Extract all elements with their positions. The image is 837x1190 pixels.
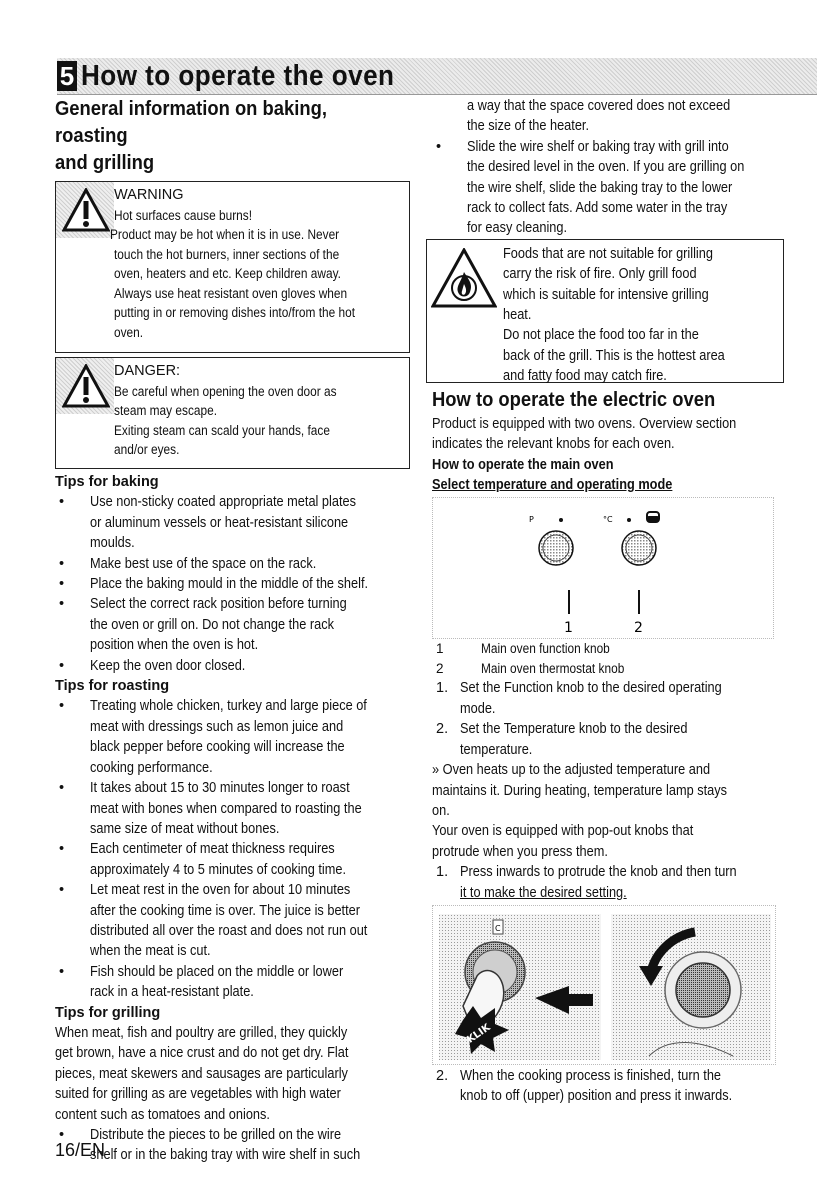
section-title: How to operate the oven	[81, 60, 395, 92]
klik-label: KLIK	[465, 1022, 493, 1046]
main-oven-subheading: How to operate the main oven	[432, 456, 614, 473]
tips-baking-title: Tips for baking	[55, 474, 159, 490]
list-item: • Slide the wire shelf or baking tray with grill into the desired level in the oven. If you are grilling on the wire shelf, slide the baking tray to the lower rack to collect fats. Add some water in the tray for easy cleaning.	[432, 137, 784, 239]
list-item: • Make best use of the space on the rack.	[55, 554, 410, 574]
result-text: » Oven heats up to the adjusted temperature and maintains it. During heating, temperature lamp stays on.	[432, 762, 728, 819]
final-step-list	[432, 1066, 784, 1107]
tips-baking-list	[55, 492, 410, 676]
list-item: • Use non-sticky coated appropriate metal plates or aluminum vessels or heat-resistant silicone moulds.	[55, 492, 410, 553]
tips-roasting-list	[55, 696, 410, 1002]
popout-text: Your oven is equipped with pop-out knobs that protrude when you press them.	[432, 823, 694, 860]
list-item: • Each centimeter of meat thickness requires approximately 4 to 5 minutes of cooking time.	[55, 839, 410, 880]
grilling-list	[55, 1125, 410, 1166]
page-footer: 16/EN	[55, 1140, 106, 1160]
popout-knob-figure	[432, 905, 776, 1065]
section-banner	[57, 58, 817, 95]
grilling-paragraph: When meat, fish and poultry are grilled, they quickly get brown, have a nice crust and do not get dry. Flat pieces, meat skewers and sausages are particularly suited for grilling as are vegetables with high water content such as tomatoes and onions.	[55, 1024, 349, 1123]
danger-title: DANGER:	[114, 363, 181, 379]
danger-box: DANGER: Be careful when opening the oven door as steam may escape. Exiting steam can scald your hands, face and/or eyes.	[55, 357, 410, 469]
fig-label-p: P	[529, 515, 534, 525]
right-knob	[676, 963, 730, 1017]
step-item: 1. Press inwards to protrude the knob and then turn it to make the desired setting.	[436, 864, 737, 901]
left-column	[55, 96, 410, 1166]
list-item: • It takes about 15 to 30 minutes longer to roast meat with bones when compared to roasting the same size of meat without bones.	[55, 778, 410, 839]
step-item: 2. Set the Temperature knob to the desired temperature.	[436, 721, 688, 758]
figure-legend	[432, 639, 784, 678]
list-item: • Place the baking mould in the middle of the shelf.	[55, 574, 410, 594]
tips-roasting-title: Tips for roasting	[55, 678, 170, 695]
legend-item: 1 Main oven function knob	[436, 641, 610, 657]
list-item: • Keep the oven door closed.	[55, 656, 410, 676]
knobs-figure	[432, 497, 774, 639]
fig-num-2: 2	[634, 620, 643, 637]
list-item: • Let meat rest in the oven for about 10 minutes after the cooking time is over. The juice is better distributed all over the roast and does not run out when the meat is cut.	[55, 880, 410, 962]
list-item: • Treating whole chicken, turkey and large piece of meat with dressings such as lemon juice and black pepper before cooking will increase the cooking performance.	[55, 696, 410, 778]
general-heading: General information on baking, roasting and grilling	[55, 98, 327, 174]
warning-icon	[62, 188, 110, 232]
steps-list	[432, 678, 784, 760]
warning-title: WARNING	[114, 187, 184, 203]
slide-list	[432, 137, 784, 239]
fig2-label-c: C	[495, 923, 501, 933]
fig-label-c: °C	[603, 515, 613, 525]
list-item: • Distribute the pieces to be grilled on the wire shelf or in the baking tray with wire shelf in such	[55, 1125, 410, 1166]
danger-icon	[62, 364, 110, 408]
popout-knob-illustration	[433, 906, 775, 1064]
continued-text: a way that the space covered does not exceed the size of the heater.	[467, 98, 731, 135]
knobs-diagram	[433, 498, 773, 638]
tips-grilling-title: Tips for grilling	[55, 1004, 161, 1021]
warning-box: WARNING Hot surfaces cause burns! Product may be hot when it is in use. Never touch the hot burners, inner sections of the oven, heaters and etc. Keep children away. Always use heat resistant oven gloves when putting in or removing dishes into/from the hot oven.	[55, 181, 410, 353]
list-item: • Select the correct rack position before turning the oven or grill on. Do not change the rack position when the oven is hot.	[55, 594, 410, 655]
step-item: 1. Set the Function knob to the desired operating mode.	[436, 680, 722, 717]
temperature-subheading: Select temperature and operating mode	[432, 477, 673, 494]
step-item: 2. When the cooking process is finished, turn the knob to off (upper) position and press it inwards.	[436, 1067, 733, 1105]
fire-hazard-icon	[431, 248, 497, 308]
press-step-list	[432, 862, 784, 903]
list-item: • Fish should be placed on the middle or lower rack in a heat-resistant plate.	[55, 962, 410, 1003]
section-number: 5	[57, 61, 77, 91]
legend-item: 2 Main oven thermostat knob	[436, 660, 625, 676]
right-column	[432, 96, 784, 1107]
fire-warning-box: Foods that are not suitable for grilling carry the risk of fire. Only grill food which is suitable for intensive grilling heat. Do not place the food too far in the back of the grill. This is the hottest area and fatty food may catch fire.	[426, 239, 784, 383]
electric-oven-heading: How to operate the electric oven	[432, 388, 716, 411]
fig-num-1: 1	[564, 620, 573, 637]
intro-text: Product is equipped with two ovens. Overview section indicates the relevant knobs for each oven.	[432, 415, 737, 453]
